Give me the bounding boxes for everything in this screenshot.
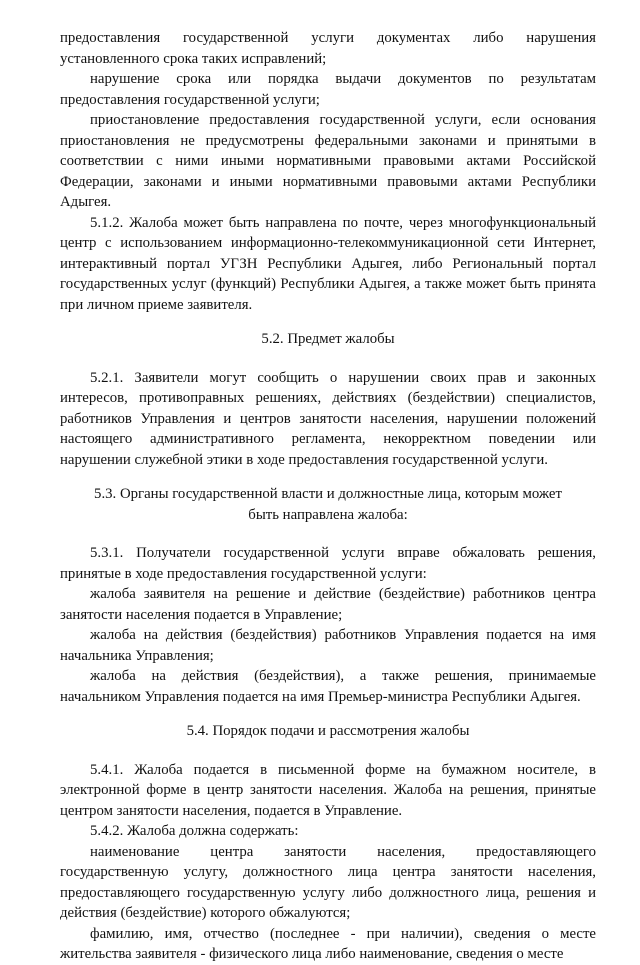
- paragraph: фамилию, имя, отчество (последнее - при наличии), сведения о месте жительства заявителя - физического лица либо наименование, сведения о месте: [60, 925, 596, 962]
- paragraph: жалоба заявителя на решение и действие (бездействие) работников центра занятости населения подается в Управление;: [60, 586, 596, 623]
- paragraph: 5.1.2. Жалоба может быть направлена по почте, через многофункциональный центр с использованием информационно-телекоммуникационной сети Интернет, интерактивный портал УГЗН Республики Адыгея, либо Региональный портал государственных услуг (функций) Республики Адыгея, а также может быть принята при личном приеме заявителя.: [60, 214, 596, 313]
- section-heading: [60, 484, 596, 525]
- paragraph: 5.3.1. Получатели государственной услуги вправе обжаловать решения, принятые в ходе предоставления государственной услуги:: [60, 545, 596, 582]
- paragraph: приостановление предоставления государственной услуги, если основания приостановления не предусмотрены федеральными законами и принятыми в соответствии с ними иными нормативными правовыми актами Российской Федерации, законами и иными нормативными правовыми актами Республики Адыгея.: [60, 112, 596, 210]
- paragraph: наименование центра занятости населения, предоставляющего государственную услугу, должностного лица центра занятости населения, предоставляющего государственную услугу либо должностного лица, решения и действия (бездействие) которого обжалуются;: [60, 843, 596, 921]
- paragraph: жалоба на действия (бездействия), а также решения, принимаемые начальником Управления подается на имя Премьер-министра Республики Адыгея.: [60, 668, 596, 705]
- paragraph: 5.2.1. Заявители могут сообщить о нарушении своих прав и законных интересов, противоправных решениях, действиях (бездействии) специалистов, работников Управления и центров занятости населения, нарушении положений настоящего административного регламента, некорректном поведении или нарушении служебной этики в ходе предоставления государственной услуги.: [60, 369, 596, 468]
- paragraph: предоставления государственной услуги документах либо нарушения установленного срока таких исправлений;: [60, 30, 596, 67]
- section-heading-line: 5.3. Органы государственной власти и должностные лица, которым может: [94, 486, 562, 502]
- paragraph: 5.4.2. Жалоба должна содержать:: [90, 823, 299, 839]
- document-page: [60, 28, 596, 965]
- section-heading: 5.2. Предмет жалобы: [261, 331, 395, 347]
- paragraph: 5.4.1. Жалоба подается в письменной форме на бумажном носителе, в электронной форме в центр занятости населения. Жалоба на решения, принятые центром занятости населения, подается в Управление.: [60, 761, 596, 819]
- paragraph: нарушение срока или порядка выдачи документов по результатам предоставления государственной услуги;: [60, 71, 596, 108]
- paragraph: жалоба на действия (бездействия) работников Управления подается на имя начальника Управления;: [60, 627, 596, 664]
- section-heading: 5.4. Порядок подачи и рассмотрения жалобы: [186, 723, 470, 739]
- section-heading-line: быть направлена жалоба:: [248, 506, 408, 523]
